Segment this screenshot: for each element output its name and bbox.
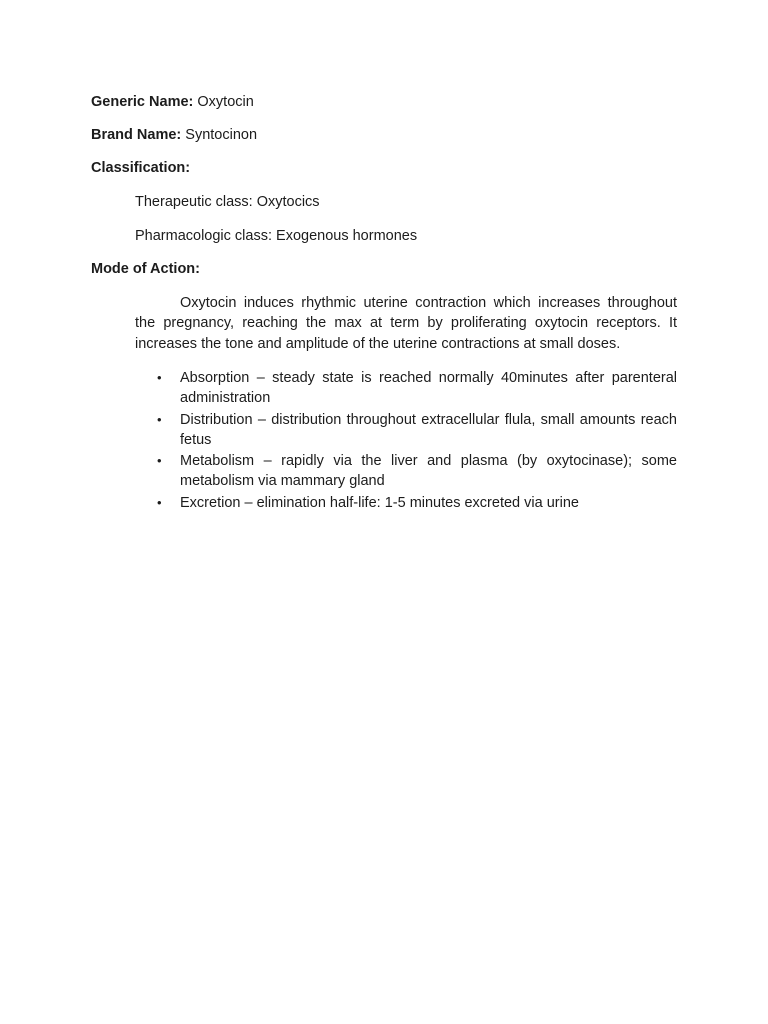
mode-of-action-label: Mode of Action: [91, 261, 200, 277]
list-item [135, 410, 677, 451]
brand-name-line [91, 126, 257, 144]
generic-name-value: Oxytocin [197, 94, 254, 110]
list-item-text: Metabolism – rapidly via the liver and plasma (by oxytocinase); some metabolism via mammary gland [180, 453, 677, 490]
list-item [135, 368, 677, 409]
pharmacokinetics-list [135, 368, 677, 514]
bullet-icon: • [157, 411, 162, 427]
list-item [135, 493, 677, 513]
classification-label: Classification: [91, 160, 191, 176]
therapeutic-class: Therapeutic class: Oxytocics [135, 194, 320, 210]
brand-name-value: Syntocinon [185, 127, 258, 143]
list-item-text: Distribution – distribution throughout extracellular flula, small amounts reach fetus [180, 411, 677, 448]
list-item-text: Excretion – elimination half-life: 1-5 minutes excreted via urine [180, 494, 579, 511]
classification-heading [91, 159, 190, 177]
bullet-icon: • [157, 453, 162, 469]
generic-name-line [91, 93, 254, 111]
mode-of-action-paragraph: Oxytocin induces rhythmic uterine contraction which increases throughout the pregnancy, reaching the max at term by proliferating oxytocin receptors. It increases the tone and amplitude of the uterine contractions at small doses. [135, 295, 677, 352]
bullet-icon: • [157, 370, 162, 385]
mode-of-action-heading [91, 260, 200, 278]
brand-name-label: Brand Name: [91, 127, 182, 143]
pharmacologic-class: Pharmacologic class: Exogenous hormones [135, 228, 418, 244]
bullet-icon: • [157, 494, 162, 510]
list-item [135, 451, 677, 492]
generic-name-label: Generic Name: [91, 94, 194, 110]
list-item-text: Absorption – steady state is reached normally 40minutes after parenteral administration [180, 370, 677, 407]
